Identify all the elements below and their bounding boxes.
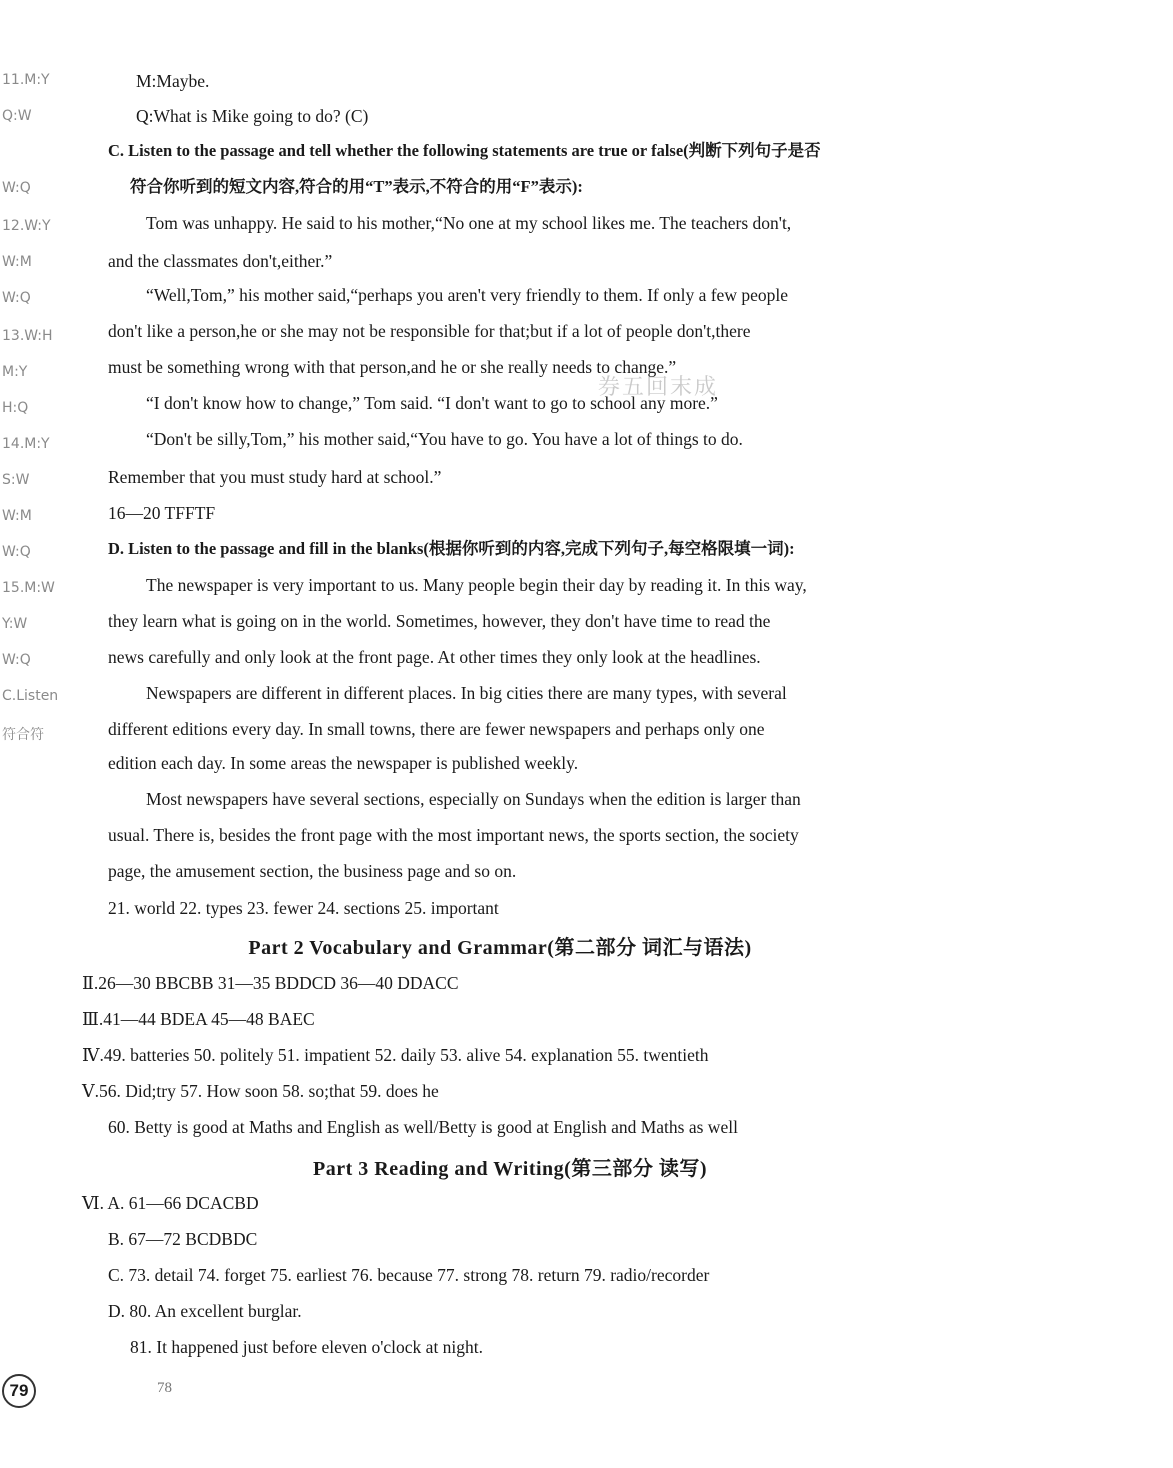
answer-21-25: 21. world 22. types 23. fewer 24. sections 25. important xyxy=(108,898,499,918)
section-d-heading: D. Listen to the passage and fill in the blanks(根据你听到的内容,完成下列句子,每空格限填一词): xyxy=(108,539,795,558)
answer-line: 60. Betty is good at Maths and English as well/Betty is good at English and Maths as well xyxy=(108,1117,738,1137)
passage-line: different editions every day. In small towns, there are fewer newspapers and perhaps only one xyxy=(108,719,765,739)
margin-note: H:Q xyxy=(2,400,29,416)
answer-line: C. 73. detail 74. forget 75. earliest 76. because 77. strong 78. return 79. radio/recorder xyxy=(108,1265,710,1285)
margin-note: W:Q xyxy=(2,652,31,668)
passage-line: Remember that you must study hard at school.” xyxy=(108,467,442,487)
passage-line: page, the amusement section, the business page and so on. xyxy=(108,861,517,881)
answer-16-20: 16—20 TFFTF xyxy=(108,503,216,523)
answer-line: Ⅲ.41—44 BDEA 45—48 BAEC xyxy=(82,1009,315,1029)
passage-line: Newspapers are different in different places. In big cities there are many types, with several xyxy=(146,683,787,703)
margin-note: 12.W:Y xyxy=(2,218,51,234)
margin-note: W:M xyxy=(2,508,32,524)
page-number: 79 xyxy=(2,1374,36,1408)
margin-note: Q:W xyxy=(2,108,32,124)
passage-line: “Don't be silly,Tom,” his mother said,“You have to go. You have a lot of things to do. xyxy=(146,429,743,449)
margin-note: S:W xyxy=(2,472,30,488)
answer-line: B. 67—72 BCDBDC xyxy=(108,1229,258,1249)
answer-line: Ⅵ. A. 61—66 DCACBD xyxy=(82,1193,259,1213)
margin-note: W:M xyxy=(2,254,32,270)
part-2-title: Part 2 Vocabulary and Grammar(第二部分 词汇与语法) xyxy=(248,937,752,959)
dialogue-line: M:Maybe. xyxy=(136,71,210,91)
margin-note: 13.W:H xyxy=(2,328,53,344)
passage-line: “Well,Tom,” his mother said,“perhaps you aren't very friendly to them. If only a few people xyxy=(146,285,788,305)
margin-note: M:Y xyxy=(2,364,28,380)
part-3-title: Part 3 Reading and Writing(第三部分 读写) xyxy=(313,1158,707,1180)
margin-note: 符合符 xyxy=(2,727,44,743)
answer-line: Ⅴ.56. Did;try 57. How soon 58. so;that 59. does he xyxy=(82,1081,439,1101)
margin-note: Y:W xyxy=(2,616,28,632)
passage-line: edition each day. In some areas the newspaper is published weekly. xyxy=(108,753,579,773)
answer-line: D. 80. An excellent burglar. xyxy=(108,1301,302,1321)
margin-note: W:Q xyxy=(2,180,31,196)
passage-line: they learn what is going on in the world. Sometimes, however, they don't have time to read the xyxy=(108,611,771,631)
margin-note: W:Q xyxy=(2,544,31,560)
passage-line: and the classmates don't,either.” xyxy=(108,251,333,271)
question-line: Q:What is Mike going to do? (C) xyxy=(136,106,369,126)
margin-note: W:Q xyxy=(2,290,31,306)
passage-line: news carefully and only look at the front page. At other times they only look at the headlines. xyxy=(108,647,761,667)
answer-line: 81. It happened just before eleven o'clock at night. xyxy=(130,1337,484,1357)
margin-note: C.Listen xyxy=(2,688,59,704)
passage-line: Tom was unhappy. He said to his mother,“No one at my school likes me. The teachers don't, xyxy=(146,213,792,233)
passage-line: don't like a person,he or she may not be responsible for that;but if a lot of people don't,there xyxy=(108,321,751,341)
bleed-page-number: 78 xyxy=(157,1380,172,1396)
answer-line: Ⅱ.26—30 BBCBB 31—35 BDDCD 36—40 DDACC xyxy=(82,973,459,993)
passage-line: usual. There is, besides the front page with the most important news, the sports section, the society xyxy=(108,825,799,845)
passage-line: “I don't know how to change,” Tom said. “I don't want to go to school any more.” xyxy=(146,393,718,413)
passage-line: The newspaper is very important to us. Many people begin their day by reading it. In this way, xyxy=(146,575,807,595)
margin-note: 14.M:Y xyxy=(2,436,50,452)
stamp-mark: 券五回末成 xyxy=(598,375,719,400)
passage-line: must be something wrong with that person,and he or she really needs to change.” xyxy=(108,357,677,377)
margin-note: 15.M:W xyxy=(2,580,55,596)
passage-line: Most newspapers have several sections, especially on Sundays when the edition is larger than xyxy=(146,789,801,809)
section-c-heading: C. Listen to the passage and tell whether the following statements are true or false(判断下列句子是否 xyxy=(108,141,821,160)
section-c-heading-cont: 符合你听到的短文内容,符合的用“T”表示,不符合的用“F”表示): xyxy=(130,177,583,196)
answer-line: Ⅳ.49. batteries 50. politely 51. impatient 52. daily 53. alive 54. explanation 55. twentieth xyxy=(82,1045,709,1065)
margin-note: 11.M:Y xyxy=(2,72,50,88)
